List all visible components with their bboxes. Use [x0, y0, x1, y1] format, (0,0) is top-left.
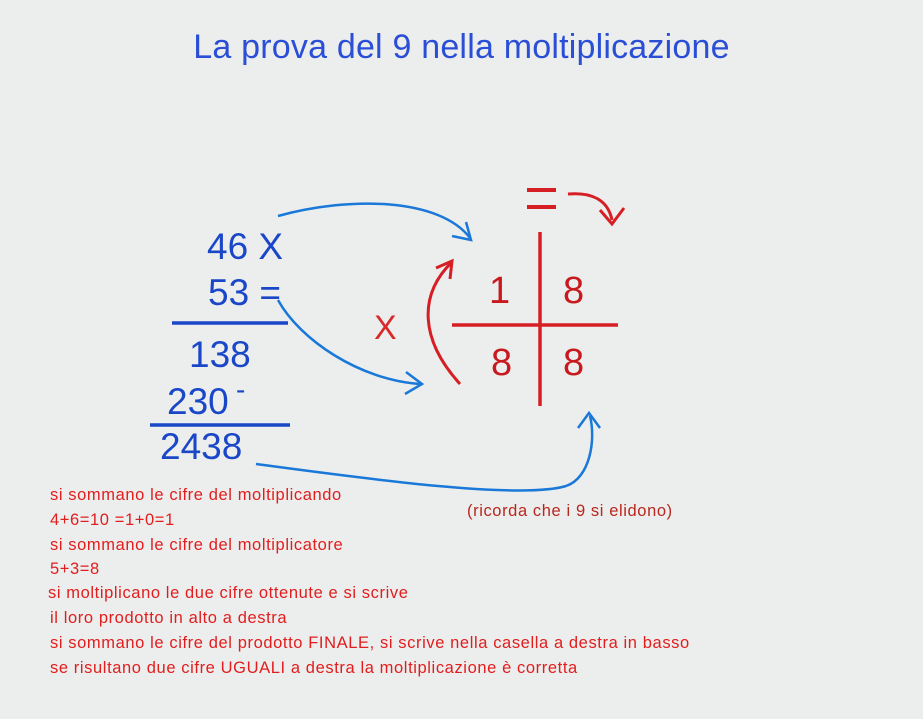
multiplier-arrow: [278, 300, 420, 384]
partial-product-2: 230: [167, 381, 229, 422]
page-title: La prova del 9 nella moltiplicazione: [193, 28, 730, 66]
note-line-7: si sommano le cifre del prodotto FINALE, si scrive nella casella a destra in basso: [50, 634, 690, 652]
note-line-1: si sommano le cifre del moltiplicando: [50, 486, 342, 504]
product-arrow: [256, 416, 592, 490]
final-product: 2438: [160, 426, 243, 467]
multiplier: 53 =: [208, 272, 282, 313]
partial-shift-mark: -: [236, 374, 246, 405]
multiplicand-arrow: [278, 204, 470, 238]
note-line-6: il loro prodotto in alto a destra: [50, 609, 288, 627]
note-line-3: si sommano le cifre del moltiplicatore: [50, 536, 344, 554]
product-arrowhead: [578, 413, 600, 428]
times-sign: X: [374, 309, 397, 347]
partial-product-1: 138: [189, 334, 251, 375]
note-line-2: 4+6=10 =1+0=1: [50, 511, 175, 529]
grid-bottom-right: 8: [563, 342, 585, 384]
reminder-note: (ricorda che i 9 si elidono): [467, 502, 673, 520]
note-line-8: se risultano due cifre UGUALI a destra la moltiplicazione è corretta: [50, 659, 578, 677]
times-curve-arrow: [428, 262, 460, 384]
grid-top-right: 8: [563, 270, 585, 312]
note-line-5: si moltiplicano le due cifre ottenute e si scrive: [48, 584, 409, 602]
grid-top-left: 1: [489, 270, 511, 312]
note-line-4: 5+3=8: [50, 560, 100, 578]
multiplicand: 46 X: [207, 226, 284, 267]
grid-bottom-left: 8: [491, 342, 513, 384]
